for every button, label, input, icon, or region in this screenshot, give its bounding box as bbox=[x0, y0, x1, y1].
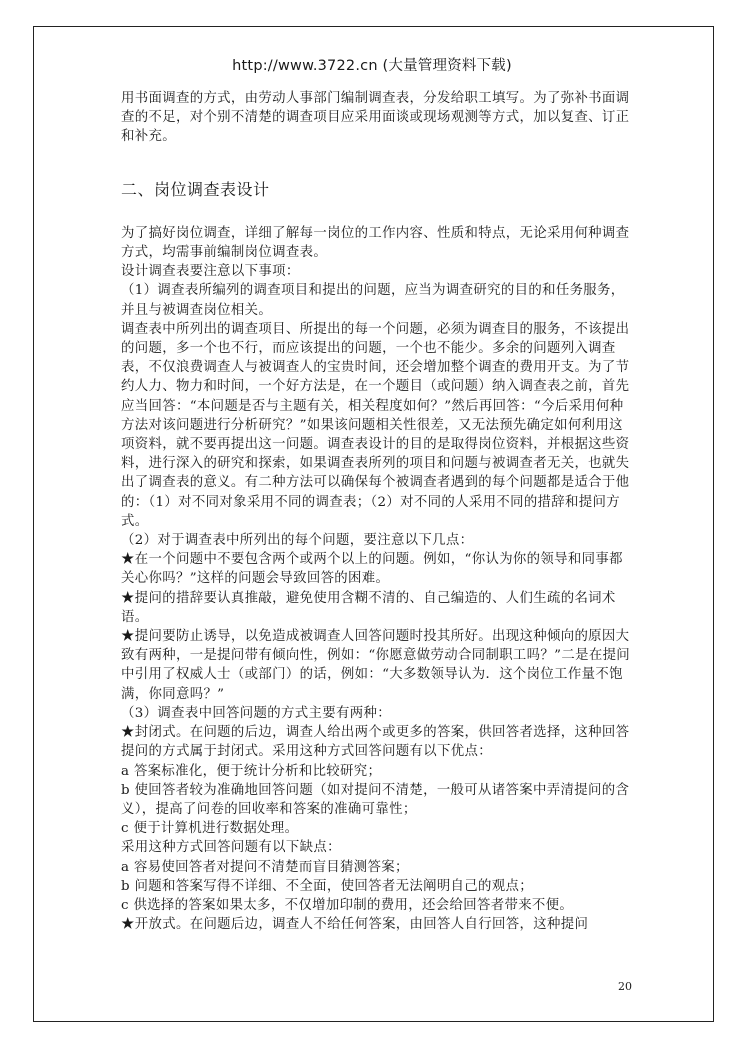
list-item: b 问题和答案写得不详细、不全面，使回答者无法阐明自己的观点； bbox=[121, 878, 534, 894]
paragraph: 为了搞好岗位调查，详细了解每一岗位的工作内容、性质和特点，无论采用何种调查方式，均需事前编制岗位调查表。 bbox=[121, 225, 630, 261]
section-heading: 二、岗位调查表设计 bbox=[121, 179, 270, 199]
paragraph: 采用这种方式回答问题有以下缺点： bbox=[121, 840, 341, 856]
paragraph: 调查表中所列出的调查项目、所提出的每一个问题，必须为调查目的服务，不该提出的问题，多一个也不行，而应该提出的问题，一个也不能少。多余的问题列入调查表，不仅浪费调查人与被调查人的宝贵时间，还会增加整个调查的费用开支。为了节约人力、物力和时间，一个好方法是，在一个题目（或问题）纳入调查表之前，首先应当回答：“本问题是否与主题有关，相关程度如何？”然后再回答：“今后采用何种方法对该问题进行分析研究？”如果该问题相关性很差，又无法预先确定如何利用这项资料，就不要再提出这一问题。调查表设计的目的是取得岗位资料，并根据这些资料，进行深入的研究和探索，如果调查表所列的项目和问题与被调查者无关，也就失出了调查表的意义。有二种方法可以确保每个被调查者遇到的每个问题都是适合于他的：（1）对不同对象采用不同的调查表；（2）对不同的人采用不同的措辞和提问方式。 bbox=[121, 321, 630, 529]
paragraph: ★提问要防止诱导，以免造成被调查人回答问题时投其所好。出现这种倾向的原因大致有两种，一是提问带有倾向性，例如：“你愿意做劳动合同制职工吗？”二是在提问中引用了权威人士（或部门）的话，例如：“大多数领导认为．这个岗位工作量不饱满，你同意吗？” bbox=[121, 629, 631, 702]
page-header: http://www.3722.cn (大量管理资料下载) bbox=[232, 58, 512, 74]
list-item: b 使回答者较为准确地回答问题（如对提问不清楚，一般可从诸答案中弄清提问的含义），提高了问卷的回收率和答案的准确可靠性； bbox=[121, 782, 630, 817]
paragraph: ★提问的措辞要认真推敲，避免使用含糊不清的、自己编造的、人们生疏的名词术语。 bbox=[121, 590, 616, 625]
paragraph: ★在一个问题中不要包含两个或两个以上的问题。例如，“你认为你的领导和同事都关心你吗？”这样的问题会导致回答的困难。 bbox=[121, 552, 623, 587]
paragraph: 设计调查表要注意以下事项： bbox=[121, 264, 300, 280]
page-number: 20 bbox=[618, 980, 632, 993]
list-item: c 供选择的答案如果太多，不仅增加印制的费用，还会给回答者带来不便。 bbox=[121, 897, 574, 913]
paragraph: ★封闭式。在问题的后边，调查人给出两个或更多的答案，供回答者选择，这种回答提问的方式属于封闭式。采用这种方式回答问题有以下优点： bbox=[121, 725, 630, 760]
paragraph: ★开放式。在问题后边，调查人不给任何答案，由回答人自行回答，这种提问 bbox=[121, 917, 589, 933]
paragraph: （3）调查表中回答问题的方式主要有两种： bbox=[121, 705, 391, 721]
paragraph: 用书面调查的方式，由劳动人事部门编制调查表，分发给职工填写。为了弥补书面调查的不足，对个别不清楚的调查项目应采用面谈或现场观测等方式，加以复查、订正和补充。 bbox=[121, 91, 630, 145]
list-item: a 答案标准化，便于统计分析和比较研究； bbox=[121, 763, 382, 779]
list-item: a 容易使回答者对提问不清楚而盲目猜测答案； bbox=[121, 859, 409, 875]
list-item: c 便于计算机进行数据处理。 bbox=[121, 821, 299, 837]
document-body bbox=[121, 89, 633, 934]
paragraph: （2）对于调查表中所列出的每个问题，要注意以下几点： bbox=[121, 533, 474, 549]
paragraph: （1）调查表所编列的调查项目和提出的问题，应当为调查研究的目的和任务服务，并且与被调查岗位相关。 bbox=[121, 283, 625, 318]
